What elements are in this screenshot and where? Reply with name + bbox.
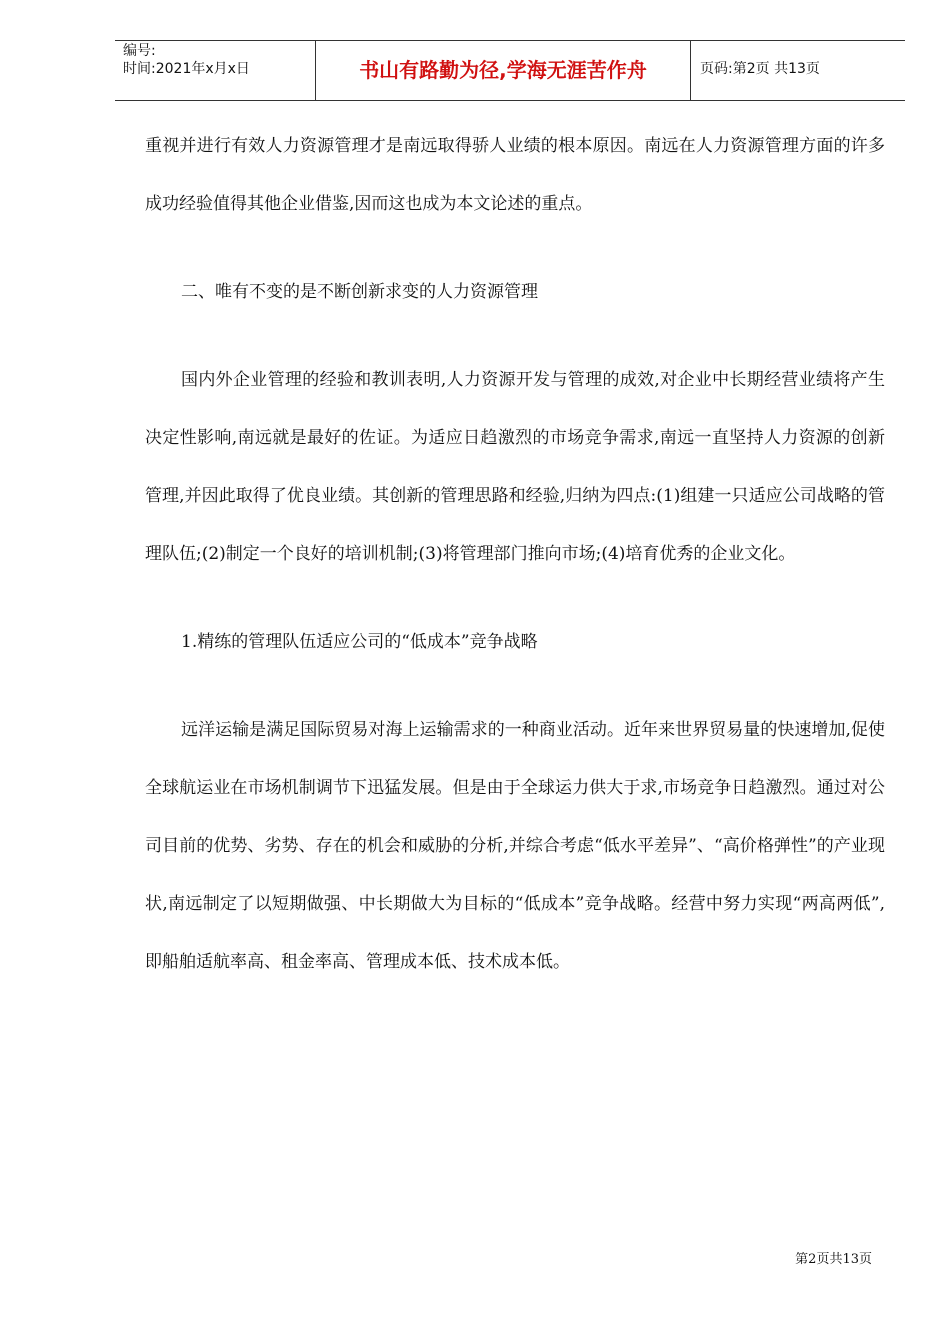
header-page-label: 页码:第2页 共13页 bbox=[700, 61, 820, 77]
date-label: 时间:2021年x月x日 bbox=[123, 61, 250, 77]
section-heading-2: 二、唯有不变的是不断创新求变的人力资源管理 bbox=[181, 282, 538, 302]
header-motto-cell bbox=[315, 41, 691, 100]
spacer bbox=[145, 583, 885, 613]
paragraph-3: 远洋运输是满足国际贸易对海上运输需求的一种商业活动。近年来世界贸易量的快速增加,促使全球航运业在市场机制调节下迅猛发展。但是由于全球运力供大于求,市场竞争日趋激烈。通过对公司目前的优势、劣势、存在的机会和威胁的分析,并综合考虑“低水平差异”、“高价格弹性”的产业现状,南远制定了以短期做强、中长期做大为目标的“低成本”竞争战略。经营中努力实现“两高两低”,即船舶适航率高、租金率高、管理成本低、技术成本低。 bbox=[145, 720, 885, 972]
subsection-heading-1: 1.精练的管理队伍适应公司的“低成本”竞争战略 bbox=[181, 632, 538, 652]
page-header bbox=[115, 40, 905, 101]
serial-label: 编号: bbox=[123, 43, 156, 59]
footer-page-number: 第2页共13页 bbox=[795, 1252, 872, 1267]
paragraph-1: 重视并进行有效人力资源管理才是南远取得骄人业绩的根本原因。南远在人力资源管理方面的许多成功经验值得其他企业借鉴,因而这也成为本文论述的重点。 bbox=[145, 136, 885, 214]
motto-text: 书山有路勤为径,学海无涯苦作舟 bbox=[359, 58, 647, 82]
header-meta-cell bbox=[115, 41, 315, 100]
spacer bbox=[145, 671, 885, 701]
spacer bbox=[145, 233, 885, 263]
header-page-cell bbox=[690, 41, 905, 100]
spacer bbox=[145, 321, 885, 351]
document-body bbox=[145, 117, 885, 991]
paragraph-2: 国内外企业管理的经验和教训表明,人力资源开发与管理的成效,对企业中长期经营业绩将产生决定性影响,南远就是最好的佐证。为适应日趋激烈的市场竞争需求,南远一直坚持人力资源的创新管理,并因此取得了优良业绩。其创新的管理思路和经验,归纳为四点:(1)组建一只适应公司战略的管理队伍;(2)制定一个良好的培训机制;(3)将管理部门推向市场;(4)培育优秀的企业文化。 bbox=[145, 370, 885, 564]
